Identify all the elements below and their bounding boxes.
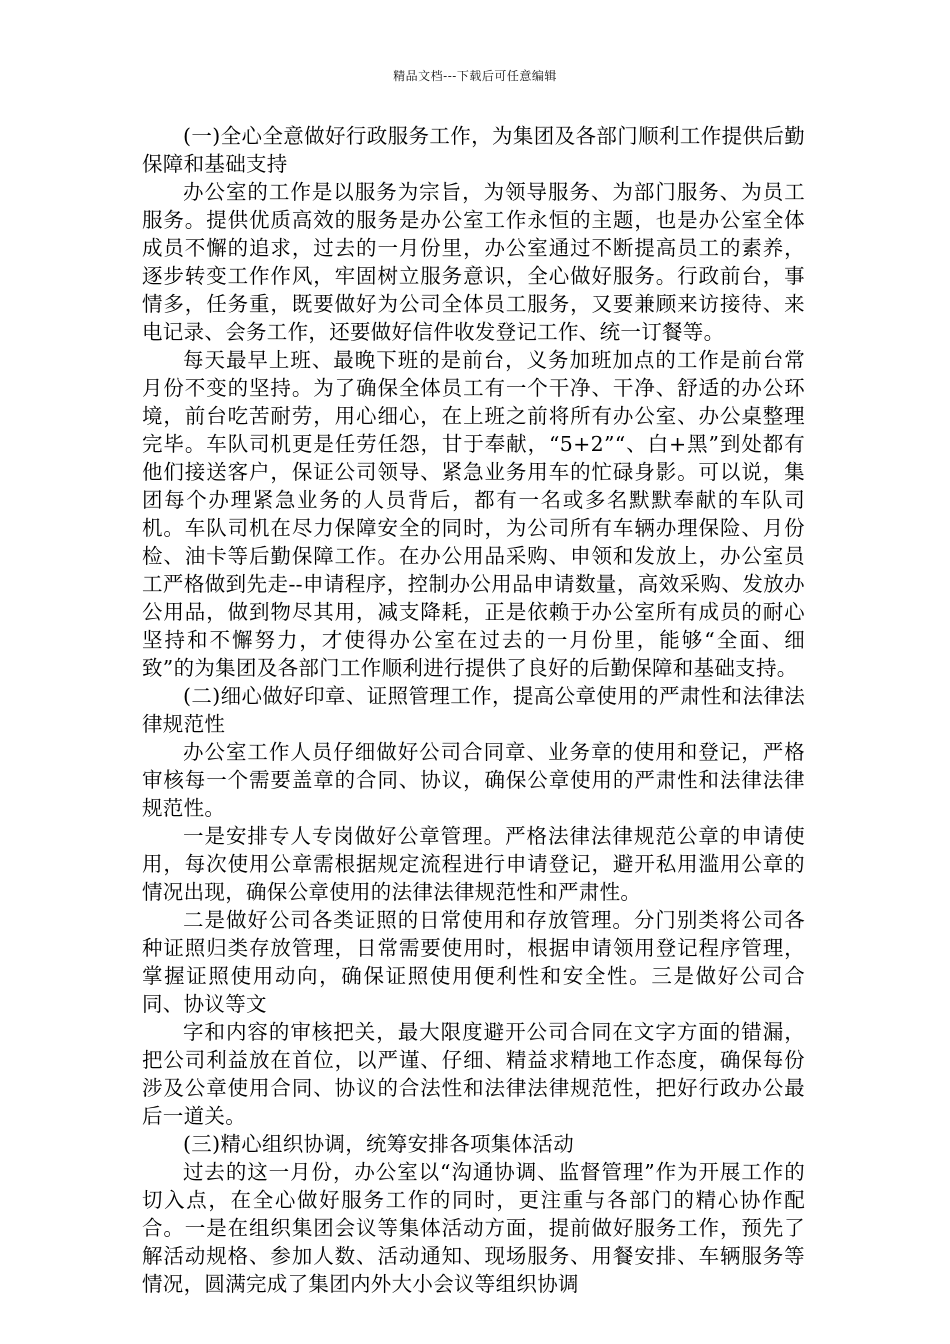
paragraph: 一是安排专人专岗做好公章管理。严格法律法律规范公章的申请使用，每次使用公章需根据规定流程进行申请登记，避开私用滥用公章的情况出现，确保公章使用的法律法律规范性和严肃性。 (142, 824, 805, 904)
paragraph: 字和内容的审核把关，最大限度避开公司合同在文字方面的错漏，把公司利益放在首位，以严谨、仔细、精益求精地工作态度，确保每份涉及公章使用合同、协议的合法性和法律法律规范性，把好行政办公最后一道关。 (142, 1020, 805, 1128)
document-body (142, 122, 805, 1298)
paragraph: 过去的这一月份，办公室以“沟通协调、监督管理”作为开展工作的切入点，在全心做好服务工作的同时，更注重与各部门的精心协作配合。一是在组织集团会议等集体活动方面，提前做好服务工作，预先了解活动规格、参加人数、活动通知、现场服务、用餐安排、车辆服务等情况，圆满完成了集团内外大小会议等组织协调 (142, 1160, 805, 1296)
paragraph: 每天最早上班、最晚下班的是前台，义务加班加点的工作是前台常月份不变的坚持。为了确保全体员工有一个干净、干净、舒适的办公环境，前台吃苦耐劳，用心细心，在上班之前将所有办公室、办公桌整理完毕。车队司机更是任劳任怨，甘于奉献，“5+2”“、白+黑”到处都有他们接送客户，保证公司领导、紧急业务用车的忙碌身影。可以说，集团每个办理紧急业务的人员背后，都有一名或多名默默奉献的车队司机。车队司机在尽力保障安全的同时，为公司所有车辆办理保险、月份检、油卡等后勤保障工作。在办公用品采购、申领和发放上，办公室员工严格做到先走--申请程序，控制办公用品申请数量，高效采购、发放办公用品，做到物尽其用，减支降耗，正是依赖于办公室所有成员的耐心坚持和不懈努力，才使得办公室在过去的一月份里，能够“全面、细致”的为集团及各部门工作顺利进行提供了良好的后勤保障和基础支持。 (142, 348, 805, 680)
section-heading-1: (一)全心全意做好行政服务工作，为集团及各部门顺利工作提供后勤保障和基础支持 (142, 124, 805, 176)
paragraph: 办公室工作人员仔细做好公司合同章、业务章的使用和登记，严格审核每一个需要盖章的合同、协议，确保公章使用的严肃性和法律法律规范性。 (142, 740, 805, 820)
section-heading-3: (三)精心组织协调，统筹安排各项集体活动 (183, 1132, 574, 1156)
page-header: 精品文档---下载后可任意编辑 (393, 69, 557, 83)
section-heading-2: (二)细心做好印章、证照管理工作，提高公章使用的严肃性和法律法律规范性 (142, 684, 805, 736)
paragraph: 办公室的工作是以服务为宗旨，为领导服务、为部门服务、为员工服务。提供优质高效的服务是办公室工作永恒的主题，也是办公室全体成员不懈的追求，过去的一月份里，办公室通过不断提高员工的素养，逐步转变工作作风，牢固树立服务意识，全心做好服务。行政前台，事情多，任务重，既要做好为公司全体员工服务，又要兼顾来访接待、来电记录、会务工作，还要做好信件收发登记工作、统一订餐等。 (142, 180, 805, 344)
paragraph: 二是做好公司各类证照的日常使用和存放管理。分门别类将公司各种证照归类存放管理，日常需要使用时，根据申请领用登记程序管理，掌握证照使用动向，确保证照使用便利性和安全性。三是做好公司合同、协议等文 (142, 908, 805, 1016)
